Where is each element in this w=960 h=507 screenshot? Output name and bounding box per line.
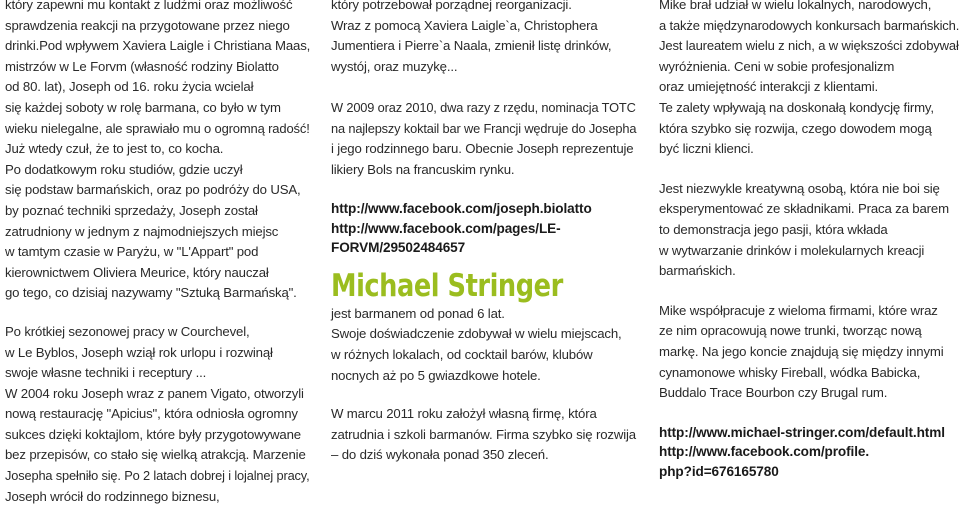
text-line: Joseph wrócił do rodzinnego biznesu,	[5, 488, 220, 504]
text-line: by poznać techniki sprzedaży, Joseph został	[5, 202, 258, 218]
facebook-link[interactable]: http://www.facebook.com/pages/LE-	[331, 220, 561, 236]
column-1	[5, 0, 310, 507]
column-1-paragraph-block	[5, 0, 310, 304]
text-line: Josepha spełniło się. Po 2 latach dobrej i lojalnej pracy,	[5, 468, 310, 484]
text-line: wyróżnienia. Ceni w sobie profesjonalizm	[659, 58, 895, 74]
text-line: eksperymentować ze składnikami. Praca za barem	[659, 201, 949, 217]
text-line: ze nim opracowują nowe trunki, tworząc nową	[659, 323, 922, 339]
text-line: mistrzów w Le Forvm (własność rodziny Biolatto	[5, 58, 279, 74]
text-line: w Le Byblos, Joseph wziął rok urlopu i rozwinął	[5, 344, 273, 360]
text-line: zatrudniony w jednym z najmodniejszych miejsc	[5, 223, 279, 239]
text-line: jest barmanem od ponad 6 lat.	[331, 305, 505, 321]
column-2-paragraph-block	[331, 0, 636, 77]
text-line: a także międzynarodowych konkursach barmańskich.	[659, 17, 960, 33]
text-line: Mike brał udział w wielu lokalnych, narodowych,	[659, 0, 932, 12]
text-line: kierownictwem Oliviera Meurice, który nauczał	[5, 264, 269, 280]
text-line: zatrudnia i szkoli barmanów. Firma szybko się rozwija	[331, 426, 636, 442]
text-line: to demonstracja jego pasji, która wkłada	[659, 221, 888, 237]
text-line: się podstaw barmańskich, oraz po podróży do USA,	[5, 182, 301, 198]
column-1-paragraph-block-2	[5, 322, 310, 507]
column-3	[659, 0, 959, 481]
text-line: go tego, co dzisiaj nazywamy "Sztuką Barmańską".	[5, 285, 297, 301]
facebook-link[interactable]: http://www.facebook.com/joseph.biolatto	[331, 201, 592, 217]
text-line: wieku nielegalne, ale sprawiało mu o ogromną radość!	[5, 120, 310, 136]
text-line: w wytwarzanie drinków i molekularnych kreacji	[659, 242, 925, 258]
column-2-links	[331, 199, 636, 258]
text-line: likiery Bols na francuskim rynku.	[331, 161, 515, 177]
text-line: W marcu 2011 roku założył własną firmę, która	[331, 406, 597, 422]
text-line: Wraz z pomocą Xaviera Laigle`a, Christophera	[331, 17, 598, 33]
text-line: Buddalo Trace Bourbon czy Brugal rum.	[659, 385, 888, 401]
text-line: w różnych lokalach, od cocktail barów, klubów	[331, 347, 593, 363]
column-3-links	[659, 423, 959, 482]
text-line: sprawdzenia reakcji na przygotowane przez niego	[5, 17, 290, 33]
text-line: oraz umiejętność interakcji z klientami.	[659, 79, 879, 95]
text-line: – do dziś wykonała ponad 350 zleceń.	[331, 447, 549, 463]
website-link[interactable]: http://www.michael-stringer.com/default.html	[659, 424, 945, 440]
text-line: Już wtedy czuł, że to jest to, co kocha.	[5, 141, 224, 157]
text-line: Mike współpracuje z wieloma firmami, które wraz	[659, 302, 938, 318]
text-line: się każdej soboty w rolę barmana, co było w tym	[5, 99, 281, 115]
column-3-paragraph-block-3	[659, 301, 959, 404]
text-line: swoje własne techniki i receptury ...	[5, 365, 207, 381]
text-line: który potrzebował porządnej reorganizacji.	[331, 0, 572, 12]
text-line: drinki.Pod wpływem Xaviera Laigle i Christiana Maas,	[5, 38, 311, 54]
text-line: bez przepisów, co stało się wielką atrakcją. Marzenie	[5, 447, 306, 463]
text-line: i jego rodzinnego baru. Obecnie Joseph reprezentuje	[331, 141, 634, 157]
column-2-paragraph-block-3	[331, 304, 636, 386]
text-line: być liczni klienci.	[659, 141, 754, 157]
column-2-paragraph-block-4	[331, 404, 636, 466]
text-line: który zapewni mu kontakt z ludźmi oraz możliwość	[5, 0, 293, 12]
text-line: W 2009 oraz 2010, dwa razy z rzędu, nominacja TOTC	[331, 99, 636, 115]
section-heading-michael-stringer: Michael Stringer	[331, 267, 563, 304]
text-line: W 2004 roku Joseph wraz z panem Vigato, otworzyli	[5, 385, 304, 401]
column-3-paragraph-block	[659, 0, 959, 160]
text-line: sukces dzięki koktajlom, które były przygotowywane	[5, 426, 301, 442]
column-2-paragraph-block-2	[331, 98, 636, 180]
text-line: barmańskich.	[659, 263, 736, 279]
text-line: Po dodatkowym roku studiów, gdzie uczył	[5, 161, 243, 177]
text-line: markę. Na jego koncie znajdują się między innymi	[659, 343, 944, 359]
website-link[interactable]: php?id=676165780	[659, 463, 779, 479]
column-3-paragraph-block-2	[659, 179, 959, 282]
text-line: Jumentiera i Pierre`a Naala, zmienił listę drinków,	[331, 38, 612, 54]
text-line: cynamonowe whisky Fireball, wódka Babicka,	[659, 364, 921, 380]
column-2	[331, 0, 636, 466]
text-line: na najlepszy koktail bar we Francji wędruje do Josepha	[331, 120, 637, 136]
text-line: Te zalety wpływają na doskonałą kondycję firmy,	[659, 99, 934, 115]
text-line: wystój, oraz muzykę...	[331, 58, 458, 74]
text-line: nową restaurację "Apicius", która odniosła ogromny	[5, 406, 298, 422]
text-line: która szybko się rozwija, czego dowodem mogą	[659, 120, 932, 136]
text-line: Po krótkiej sezonowej pracy w Courchevel,	[5, 323, 250, 339]
text-line: Jest laureatem wielu z nich, a w większości zdobywał	[659, 38, 959, 54]
text-line: nocnych aż po 5 gwiazdkowe hotele.	[331, 367, 541, 383]
website-link[interactable]: http://www.facebook.com/profile.	[659, 444, 870, 460]
text-line: w tamtym czasie w Paryżu, w "L'Appart" pod	[5, 244, 259, 260]
text-line: od 80. lat), Joseph od 16. roku życia wcielał	[5, 79, 254, 95]
text-line: Swoje doświadczenie zdobywał w wielu miejscach,	[331, 326, 622, 342]
facebook-link[interactable]: FORVM/29502484657	[331, 240, 466, 256]
text-line: Jest niezwykle kreatywną osobą, która nie boi się	[659, 180, 940, 196]
